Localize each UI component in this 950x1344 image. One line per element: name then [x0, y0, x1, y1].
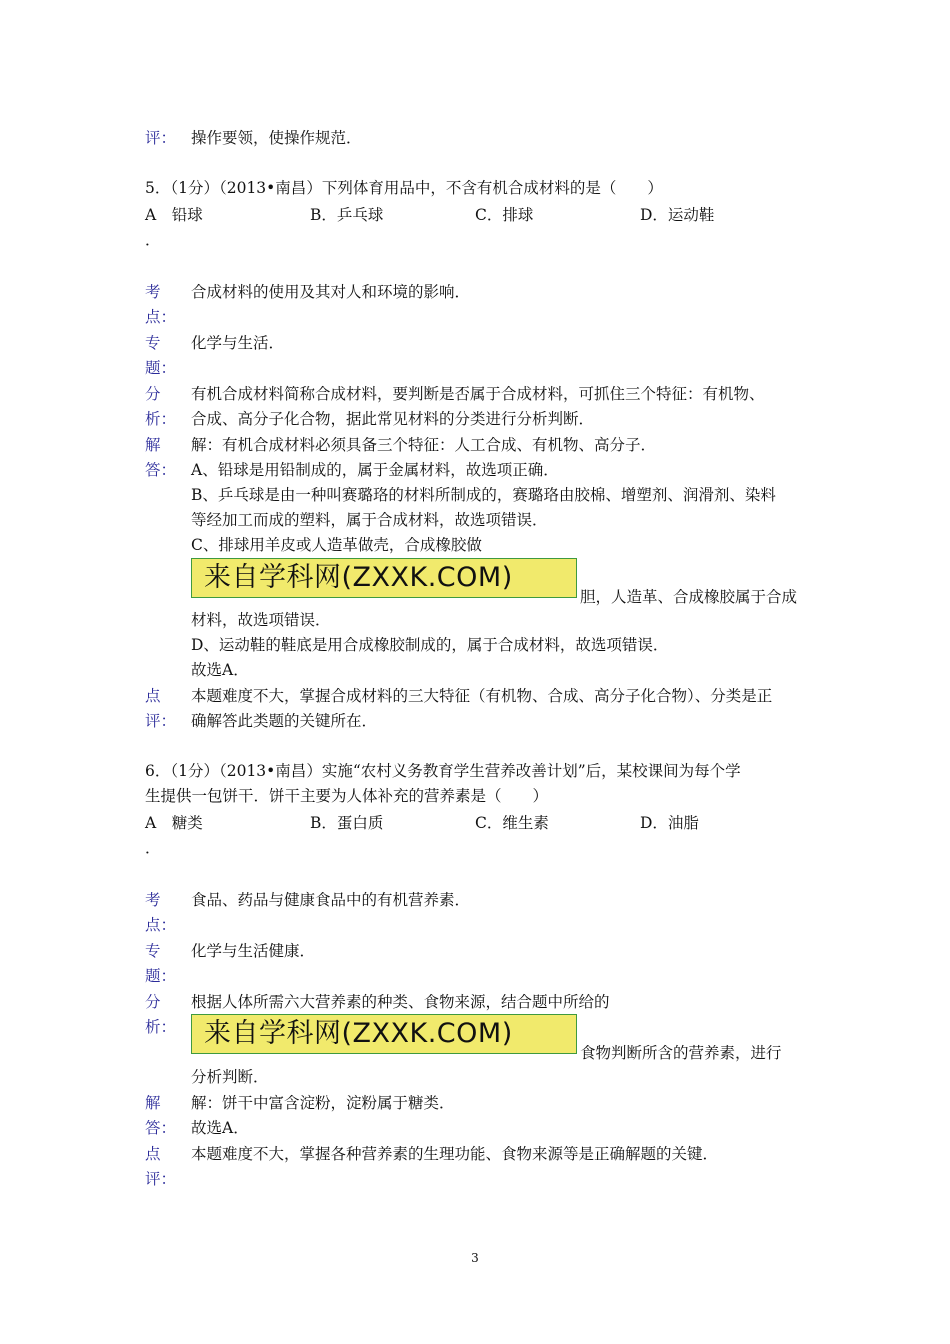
q5-fenxi-line-1: 有机合成材料简称合成材料，要判断是否属于合成材料，可抓住三个特征：有机物、 [191, 385, 765, 403]
page-number: 3 [471, 1251, 479, 1265]
q5-fenxi-line-2: 合成、高分子化合物，据此常见材料的分类进行分析判断． [191, 410, 595, 428]
q6-fenxi-after-banner: 食物判断所含的营养素，进行 [580, 1044, 782, 1062]
q6-fenxi-line-3: 分析判断． [191, 1068, 269, 1086]
q6-jieda-label-1: 解 [145, 1094, 161, 1112]
q5-jieda-after-banner: 胆，人造革、合成橡胶属于合成 [580, 588, 798, 606]
q5-jieda-label-1: 解 [145, 436, 161, 454]
q6-zhuanti-label-2: 题： [145, 967, 177, 985]
q6-fenxi-line-1: 根据人体所需六大营养素的种类、食物来源，结合题中所给的 [191, 993, 610, 1011]
q5-dianping-line-2: 确解答此类题的关键所在． [191, 712, 378, 730]
q5-option-a: A 铅球 [145, 206, 203, 224]
q6-option-c: C．维生素 [475, 814, 549, 832]
question-6-stem-1: 6．（1分）（2013•南昌）实施“农村义务教育学生营养改善计划”后，某校课间为每个学 [145, 762, 741, 780]
q6-fenxi-label-2: 析： [145, 1018, 177, 1036]
watermark-banner: 来自学科网(ZXXK.COM) [191, 558, 577, 598]
watermark-banner: 来自学科网(ZXXK.COM) [191, 1014, 577, 1054]
q5-dianping-label-1: 点 [145, 687, 161, 705]
q5-jieda-line-4: 等经加工而成的塑料，属于合成材料，故选项错误． [191, 511, 548, 529]
q5-jieda-line-7: D、运动鞋的鞋底是用合成橡胶制成的，属于合成材料，故选项错误． [191, 636, 669, 654]
q5-jieda-label-2: 答： [145, 461, 177, 479]
q5-dianping-line-1: 本题难度不大，掌握合成材料的三大特征（有机物、合成、高分子化合物）、分类是正 [191, 687, 773, 705]
q6-dianping-label-1: 点 [145, 1145, 161, 1163]
q6-jieda-line-2: 故选A． [191, 1119, 249, 1137]
q6-jieda-label-2: 答： [145, 1119, 177, 1137]
question-5-stem: 5．（1分）（2013•南昌）下列体育用品中，不含有机合成材料的是（ ） [145, 179, 663, 197]
q5-option-b: B．乒乓球 [310, 206, 384, 224]
q5-jieda-line-5: C、排球用羊皮或人造革做壳，合成橡胶做 [191, 536, 482, 554]
q5-kaodian-label-1: 考 [145, 283, 161, 301]
q6-option-a: A 糖类 [145, 814, 203, 832]
q6-kaodian-text: 食品、药品与健康食品中的有机营养素． [191, 891, 471, 909]
q6-option-dot: ． [145, 839, 161, 857]
q6-dianping-text: 本题难度不大，掌握各种营养素的生理功能、食物来源等是正确解题的关键． [191, 1145, 719, 1163]
q5-kaodian-label-2: 点： [145, 308, 177, 326]
q5-option-c: C．排球 [475, 206, 534, 224]
q5-fenxi-label-1: 分 [145, 385, 161, 403]
question-6-stem-2: 生提供一包饼干．饼干主要为人体补充的营养素是（ ） [145, 787, 549, 805]
q6-zhuanti-text: 化学与生活健康． [191, 942, 316, 960]
q5-option-d: D．运动鞋 [640, 206, 715, 224]
q5-zhuanti-label-1: 专 [145, 334, 161, 352]
q6-kaodian-label-2: 点： [145, 916, 177, 934]
q5-kaodian-text: 合成材料的使用及其对人和环境的影响． [191, 283, 471, 301]
q5-jieda-line-1: 解：有机合成材料必须具备三个特征：人工合成、有机物、高分子． [191, 436, 657, 454]
q6-zhuanti-label-1: 专 [145, 942, 161, 960]
q6-jieda-line-1: 解：饼干中富含淀粉，淀粉属于糖类． [191, 1094, 455, 1112]
q6-option-d: D．油脂 [640, 814, 699, 832]
comment-text: 操作要领，使操作规范． [191, 129, 362, 147]
q5-fenxi-label-2: 析： [145, 410, 177, 428]
q5-zhuanti-label-2: 题： [145, 359, 177, 377]
q5-dianping-label-2: 评： [145, 712, 177, 730]
q5-jieda-line-3: B、乒乓球是由一种叫赛璐珞的材料所制成的，赛璐珞由胶棉、增塑剂、润滑剂、染料 [191, 486, 776, 504]
q6-option-b: B．蛋白质 [310, 814, 384, 832]
q5-zhuanti-text: 化学与生活． [191, 334, 285, 352]
q6-kaodian-label-1: 考 [145, 891, 161, 909]
q5-jieda-line-6: 材料，故选项错误． [191, 611, 331, 629]
q5-jieda-line-8: 故选A． [191, 661, 249, 679]
q5-jieda-line-2: A、铅球是用铅制成的，属于金属材料，故选项正确． [191, 461, 559, 479]
comment-label: 评： [145, 129, 177, 147]
q6-fenxi-label-1: 分 [145, 993, 161, 1011]
q6-dianping-label-2: 评： [145, 1170, 177, 1188]
q5-option-dot: ． [145, 231, 161, 249]
